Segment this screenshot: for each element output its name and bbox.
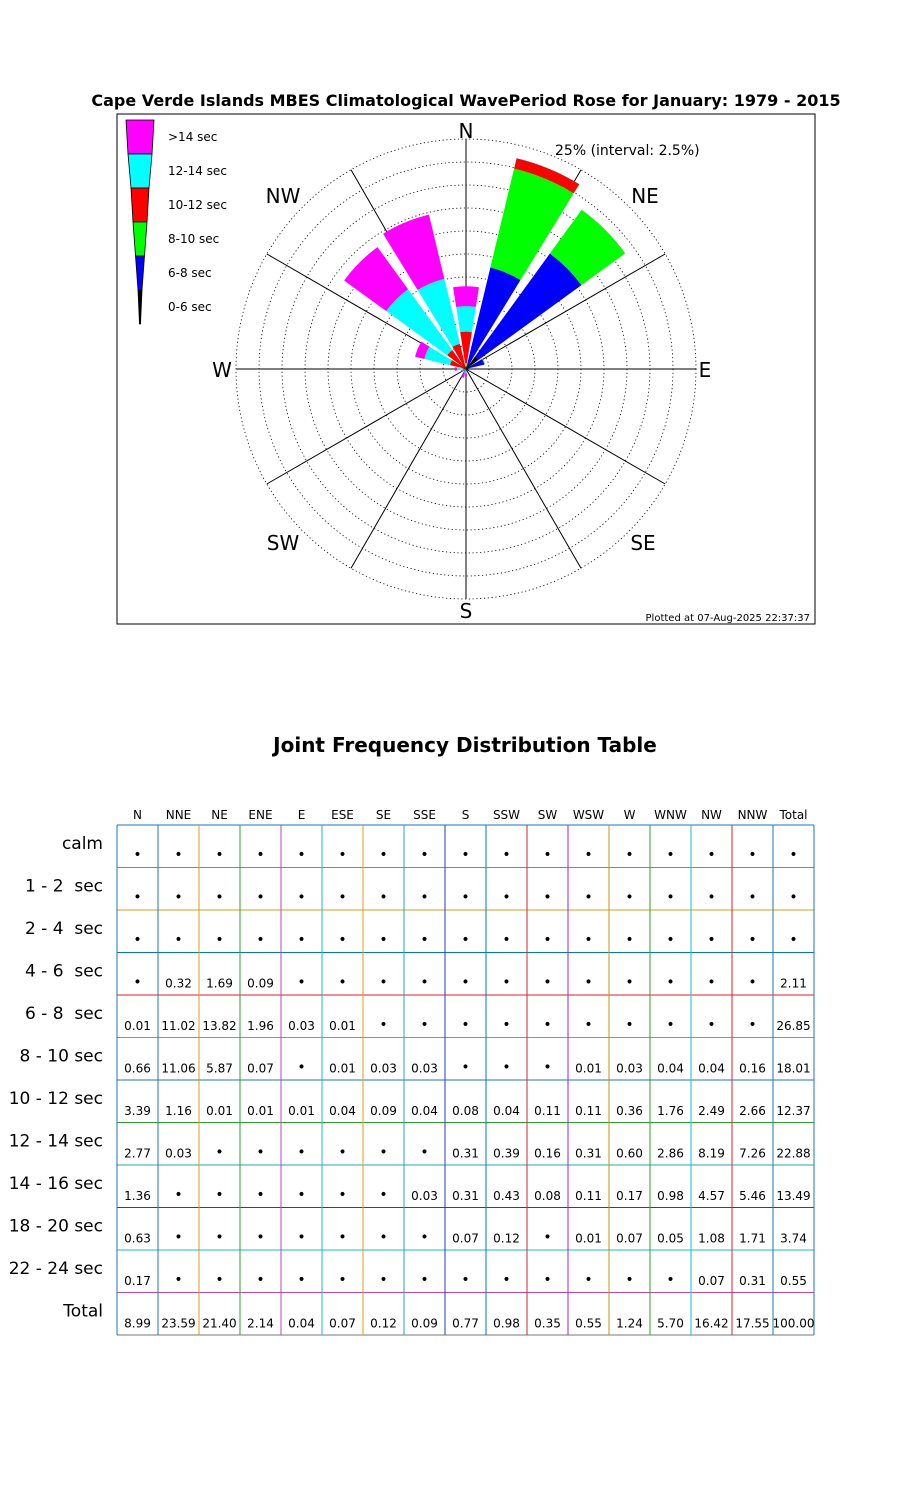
row-label: 6 - 8 sec (24, 1004, 103, 1024)
legend-swatch (138, 290, 142, 324)
legend-swatch (131, 188, 149, 222)
table-cell: 0.17 (616, 1189, 643, 1203)
table-cell: • (256, 847, 265, 863)
table-cell: 2.66 (739, 1104, 766, 1118)
rose-wedges (344, 158, 625, 378)
rose-wedge-n (453, 286, 479, 307)
table-cell: 0.07 (698, 1274, 725, 1288)
table-cell: • (707, 1017, 716, 1033)
table-cell: • (789, 847, 798, 863)
row-label: 1 - 2 sec (24, 876, 103, 897)
table-cell: • (789, 932, 798, 948)
table-cell: 0.03 (165, 1146, 192, 1161)
table-cell: • (215, 932, 224, 948)
table-cell: • (461, 1017, 470, 1033)
table-cell: • (461, 1059, 470, 1076)
table-cell: • (338, 974, 347, 991)
table-cell: 0.32 (165, 976, 192, 991)
legend-swatch (128, 154, 152, 188)
table-cell: 5.87 (206, 1061, 233, 1076)
table-cell: • (748, 889, 757, 906)
table-cell: • (297, 1272, 306, 1288)
table-cell: 0.11 (575, 1189, 602, 1203)
table-cell: 0.09 (370, 1104, 397, 1118)
table-cell: • (174, 889, 183, 906)
table-cell: 100.00 (772, 1316, 815, 1331)
table-cell: 11.02 (161, 1019, 196, 1033)
table-cell: 0.04 (329, 1104, 356, 1118)
table-cell: 13.82 (202, 1019, 237, 1033)
table-cell: 0.08 (452, 1104, 479, 1118)
table-cell: • (461, 932, 470, 948)
rose-wedge-s (465, 373, 467, 377)
table-cell: 0.16 (739, 1061, 766, 1076)
table-cell: • (543, 1229, 552, 1246)
table-cell: 0.66 (124, 1061, 151, 1076)
legend-label: 12-14 sec (168, 164, 227, 178)
column-header: W (623, 808, 636, 822)
compass-label-w: W (212, 358, 232, 382)
table-cell: • (748, 974, 757, 991)
table-cell: • (707, 974, 716, 991)
table-cell: 4.57 (698, 1189, 725, 1203)
table-cell: • (338, 847, 347, 863)
table-cell: • (174, 1272, 183, 1288)
table-cell: • (748, 1017, 757, 1033)
column-header: NW (701, 808, 722, 822)
column-header: SSW (492, 808, 521, 822)
table-cell: 0.43 (493, 1189, 520, 1203)
table-cell: 0.01 (329, 1019, 356, 1033)
table-cell: 8.19 (698, 1146, 725, 1161)
table-cell: • (256, 1272, 265, 1288)
table-cell: • (420, 847, 429, 863)
row-label: 22 - 24 sec (8, 1259, 103, 1279)
legend-swatch (126, 120, 154, 154)
row-label: 18 - 20 sec (8, 1216, 103, 1237)
table-cell: 0.12 (370, 1316, 397, 1331)
table-cell: • (174, 932, 183, 948)
table-cell: • (707, 932, 716, 948)
table-cell: • (379, 1017, 388, 1033)
table-cell: 0.08 (534, 1189, 561, 1203)
table-cell: • (748, 932, 757, 948)
table-cell: • (379, 1144, 388, 1161)
rose-wedge-w (457, 368, 463, 371)
compass-label-e: E (698, 358, 712, 382)
table-cell: 0.03 (288, 1019, 315, 1033)
table-cell: • (584, 974, 593, 991)
table-cell: • (666, 847, 675, 863)
table-cell: • (666, 1272, 675, 1288)
table-cell: 0.39 (493, 1146, 520, 1161)
table-cell: 21.40 (202, 1316, 237, 1331)
table-cell: 0.04 (698, 1061, 725, 1076)
column-header: WSW (572, 808, 605, 822)
legend-swatch (136, 256, 145, 290)
table-cell: 2.49 (698, 1104, 725, 1118)
table-cell: 11.06 (161, 1061, 196, 1076)
table-cell: 12.37 (776, 1104, 811, 1118)
table-cell: • (420, 1272, 429, 1288)
table-cell: • (338, 1187, 347, 1203)
table-cell: • (256, 889, 265, 906)
column-header: ENE (248, 808, 273, 822)
table-cell: • (297, 1187, 306, 1203)
table-cell: 0.36 (616, 1104, 643, 1118)
legend-label: 0-6 sec (168, 300, 212, 314)
table-cell: 0.01 (288, 1104, 315, 1118)
table-cell: • (461, 974, 470, 991)
table-cell: 0.17 (124, 1274, 151, 1288)
table-cell: 0.03 (411, 1189, 438, 1203)
joint-frequency-table (0, 790, 900, 1350)
table-cell: • (584, 932, 593, 948)
table-cell: 0.09 (247, 976, 274, 991)
table-cell: • (707, 847, 716, 863)
table-cell: • (666, 1017, 675, 1033)
table-cell: • (297, 889, 306, 906)
table-cell: • (625, 889, 634, 906)
interval-label: 25% (interval: 2.5%) (555, 143, 700, 159)
table-cell: • (256, 1144, 265, 1161)
table-cell: • (297, 1229, 306, 1246)
table-cell: • (461, 847, 470, 863)
table-cell: 1.71 (739, 1231, 766, 1246)
table-cell: • (297, 932, 306, 948)
table-cell: • (379, 1187, 388, 1203)
table-cell: 0.35 (534, 1316, 561, 1331)
column-header: E (297, 808, 306, 822)
table-cell: 0.01 (575, 1231, 602, 1246)
table-cell: 22.88 (776, 1146, 811, 1161)
table-cell: 0.04 (657, 1061, 684, 1076)
table-cell: 0.04 (493, 1104, 520, 1118)
table-cell: • (666, 974, 675, 991)
table-cell: 3.39 (124, 1104, 151, 1118)
legend-label: 6-8 sec (168, 266, 212, 280)
table-cell: • (584, 889, 593, 906)
table-cell: 26.85 (776, 1019, 811, 1033)
table-cell: 0.03 (616, 1061, 643, 1076)
table-cell: • (379, 932, 388, 948)
table-cell: 0.01 (329, 1061, 356, 1076)
column-header: NNW (737, 808, 768, 822)
table-cell: • (297, 974, 306, 991)
column-header: NE (211, 808, 228, 822)
table-cell: 0.04 (288, 1316, 315, 1331)
table-cell: • (133, 974, 142, 991)
table-cell: • (338, 1144, 347, 1161)
table-cell: • (379, 1229, 388, 1246)
row-label: 14 - 16 sec (8, 1174, 103, 1194)
table-cell: • (584, 847, 593, 863)
table-cell: • (215, 1229, 224, 1246)
table-cell: • (543, 889, 552, 906)
compass-label-ne: NE (631, 184, 659, 208)
row-label: 12 - 14 sec (8, 1131, 103, 1152)
table-cell: 1.69 (206, 976, 233, 991)
table-cell: • (502, 847, 511, 863)
table-cell: 1.96 (247, 1019, 274, 1033)
table-cell: • (215, 1144, 224, 1161)
table-cell: 1.16 (165, 1104, 192, 1118)
table-cell: 0.01 (575, 1061, 602, 1076)
table-cell: • (338, 932, 347, 948)
table-cell: 2.77 (124, 1146, 151, 1161)
table-cell: • (789, 889, 798, 906)
table-cell: 0.07 (247, 1061, 274, 1076)
table-cell: 0.11 (575, 1104, 602, 1118)
table-cell: • (133, 847, 142, 863)
table-cell: • (584, 1272, 593, 1288)
table-cell: • (625, 1272, 634, 1288)
table-cell: 17.55 (735, 1316, 770, 1331)
table-cell: 0.03 (370, 1061, 397, 1076)
table-cell: 1.08 (698, 1231, 725, 1246)
table-cell: 0.05 (657, 1231, 684, 1246)
table-cell: 0.98 (493, 1316, 520, 1331)
plotted-timestamp: Plotted at 07-Aug-2025 22:37:37 (645, 613, 810, 624)
row-label: Total (63, 1301, 103, 1322)
table-cell: 18.01 (776, 1061, 811, 1076)
table-cell: • (625, 974, 634, 991)
table-cell: • (420, 1144, 429, 1161)
table-cell: 7.26 (739, 1146, 766, 1161)
column-header: NNE (165, 808, 192, 822)
table-cell: • (502, 974, 511, 991)
table-cell: • (543, 932, 552, 948)
column-header: Total (779, 808, 808, 822)
table-cell: • (543, 1059, 552, 1076)
table-cell: • (379, 889, 388, 906)
compass-label-s: S (459, 599, 473, 623)
table-cell: • (297, 1144, 306, 1161)
table-cell: • (215, 1187, 224, 1203)
table-cell: 13.49 (776, 1189, 811, 1203)
table-cell: 0.55 (575, 1316, 602, 1331)
table-cell: • (420, 974, 429, 991)
table-cell: • (133, 889, 142, 906)
table-cell: 16.42 (694, 1316, 729, 1331)
table-cell: 0.31 (575, 1146, 602, 1161)
rose-spoke (466, 369, 581, 568)
row-label: 8 - 10 sec (19, 1046, 103, 1067)
table-cell: • (256, 932, 265, 948)
table-cell: • (420, 1017, 429, 1033)
table-cell: • (215, 1272, 224, 1288)
column-header: ESE (331, 808, 354, 822)
table-cell: 0.01 (206, 1104, 233, 1118)
table-cell: • (297, 1059, 306, 1076)
table-cell: • (625, 847, 634, 863)
table-cell: 0.11 (534, 1104, 561, 1118)
table-cell: • (543, 1272, 552, 1288)
table-cell: • (174, 847, 183, 863)
table-cell: • (379, 1272, 388, 1288)
table-cell: • (256, 1229, 265, 1246)
table-cell: • (420, 932, 429, 948)
table-cell: 0.98 (657, 1189, 684, 1203)
table-cell: • (707, 889, 716, 906)
legend-label: >14 sec (168, 130, 218, 144)
table-cell: 0.07 (452, 1231, 479, 1246)
table-cell: • (461, 1272, 470, 1288)
table-cell: 3.74 (780, 1231, 807, 1246)
table-cell: • (625, 932, 634, 948)
table-cell: 2.86 (657, 1146, 684, 1161)
table-title: Joint Frequency Distribution Table (273, 733, 657, 757)
compass-label-sw: SW (266, 531, 300, 555)
table-cell: • (379, 847, 388, 863)
table-cell: • (133, 932, 142, 948)
table-cell: 5.46 (739, 1189, 766, 1203)
column-header: SE (375, 808, 392, 822)
column-header: S (461, 808, 470, 822)
column-header: SW (537, 808, 558, 822)
table-cell: 0.31 (452, 1189, 479, 1203)
table-cell: 0.60 (616, 1146, 643, 1161)
rose-wedge-n (456, 306, 476, 332)
legend-label: 10-12 sec (168, 198, 227, 212)
table-cell: 0.55 (780, 1274, 807, 1288)
table-cell: • (666, 889, 675, 906)
table-cell: 5.70 (657, 1316, 684, 1331)
table-cell: • (297, 847, 306, 863)
table-cell: 0.01 (124, 1019, 151, 1033)
table-cell: • (174, 1229, 183, 1246)
table-cell: • (502, 1017, 511, 1033)
table-cell: • (215, 889, 224, 906)
wave-rose-chart (0, 0, 900, 640)
table-cell: • (420, 889, 429, 906)
table-cell: 0.07 (329, 1316, 356, 1331)
table-cell: 2.11 (780, 976, 807, 991)
table-cell: 23.59 (161, 1316, 196, 1331)
row-label: 4 - 6 sec (24, 961, 103, 982)
column-header: N (133, 808, 142, 822)
rose-spoke (267, 369, 466, 484)
table-cell: 8.99 (124, 1316, 151, 1331)
rose-wedge-w (455, 367, 457, 371)
table-cell: 0.63 (124, 1231, 151, 1246)
table-cell: 0.31 (739, 1274, 766, 1288)
table-cell: • (666, 932, 675, 948)
table-cell: 0.31 (452, 1146, 479, 1161)
table-cell: • (338, 1229, 347, 1246)
table-cell: • (338, 889, 347, 906)
table-cell: 1.36 (124, 1189, 151, 1203)
table-cell: • (502, 1059, 511, 1076)
compass-label-n: N (458, 119, 474, 143)
column-header: SSE (413, 808, 436, 822)
table-cell: • (420, 1229, 429, 1246)
table-cell: 0.12 (493, 1231, 520, 1246)
table-cell: • (625, 1017, 634, 1033)
table-cell: • (502, 932, 511, 948)
rose-spoke (351, 369, 466, 568)
table-cell: • (256, 1187, 265, 1203)
table-cell: • (543, 1017, 552, 1033)
rose-title: Cape Verde Islands MBES Climatological WavePeriod Rose for January: 1979 - 2015 (91, 91, 841, 110)
table-cell: • (543, 847, 552, 863)
table-cell: • (338, 1272, 347, 1288)
table-cell: 0.77 (452, 1316, 479, 1331)
table-cell: • (748, 847, 757, 863)
compass-label-se: SE (630, 531, 656, 555)
table-cell: 0.04 (411, 1104, 438, 1118)
table-cell: • (379, 974, 388, 991)
row-label: 10 - 12 sec (8, 1089, 103, 1109)
row-label: calm (61, 834, 103, 854)
table-cell: • (502, 889, 511, 906)
compass-label-nw: NW (265, 184, 301, 208)
table-cell: 0.03 (411, 1061, 438, 1076)
table-cell: • (215, 847, 224, 863)
table-cell: • (584, 1017, 593, 1033)
rose-legend (126, 120, 227, 324)
legend-label: 8-10 sec (168, 232, 220, 246)
table-cell: 2.14 (247, 1316, 274, 1331)
table-cell: • (461, 889, 470, 906)
table-cell: • (502, 1272, 511, 1288)
rose-spoke (466, 369, 665, 484)
table-cell: 0.09 (411, 1316, 438, 1331)
table-cell: 0.16 (534, 1146, 561, 1161)
table-cell: 1.76 (657, 1104, 684, 1118)
table-cell: 0.01 (247, 1104, 274, 1118)
column-header: WNW (654, 808, 687, 822)
table-cell: • (174, 1187, 183, 1203)
table-cell: 0.07 (616, 1231, 643, 1246)
row-label: 2 - 4 sec (24, 919, 103, 939)
legend-swatch (133, 222, 147, 256)
table-cell: • (543, 974, 552, 991)
table-cell: 1.24 (616, 1316, 643, 1331)
